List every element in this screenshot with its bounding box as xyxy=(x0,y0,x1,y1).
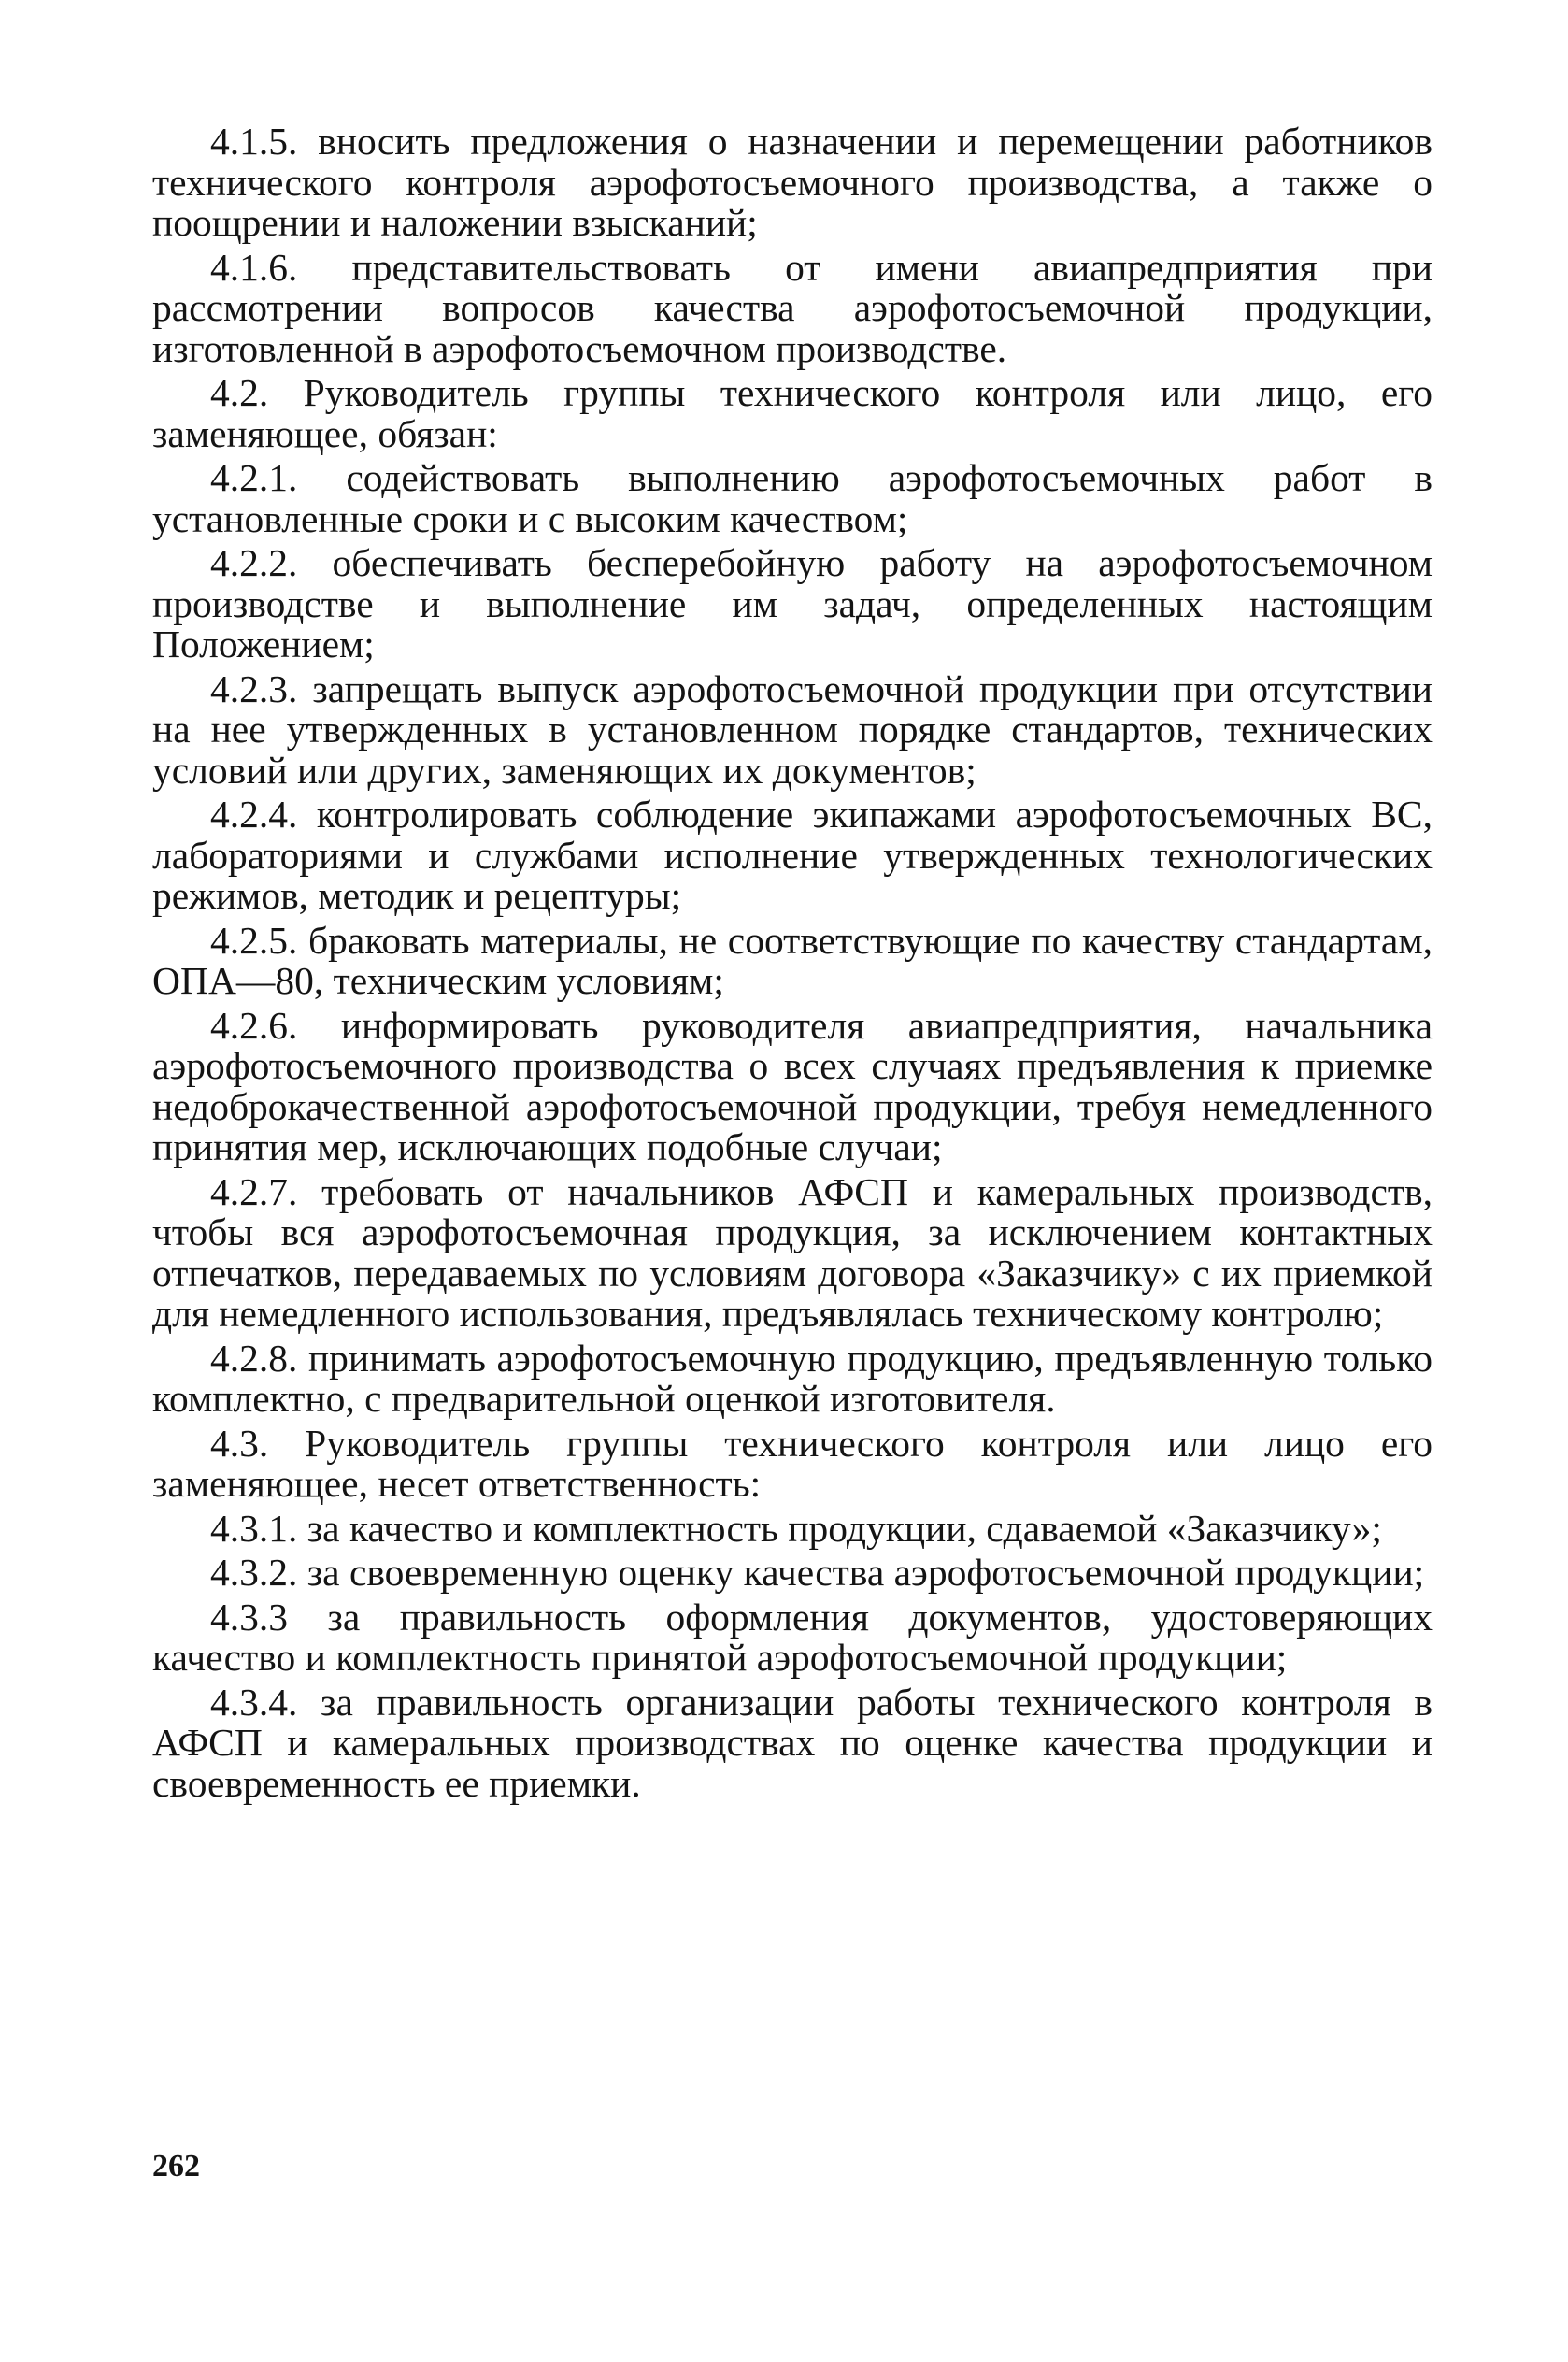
paragraph-4-2-3: 4.2.3. запрещать выпуск аэрофотосъемочной продукции при отсутствии на нее утвержденных в установленном порядке стандартов, технических условий или других, заменяющих их документов; xyxy=(152,666,1433,792)
paragraph-4-2-7: 4.2.7. требовать от начальников АФСП и камеральных производств, чтобы вся аэрофотосъемочная продукция, за исключением контактных отпечатков, передаваемых по условиям договора «Заказчику» с их приемкой для немедленного использования, предъявлялась техническому контролю; xyxy=(152,1169,1433,1335)
paragraph-4-2-8: 4.2.8. принимать аэрофотосъемочную продукцию, предъявленную только комплектно, с предварительной оценкой изготовителя. xyxy=(152,1336,1433,1420)
document-body xyxy=(152,122,1433,1808)
page-number: 262 xyxy=(152,2149,200,2183)
paragraph-4-2-6: 4.2.6. информировать руководителя авиапредприятия, начальника аэрофотосъемочного производства о всех случаях предъявления к приемке недоброкачественной аэрофотосъемочной продукции, требуя немедленного принятия мер, исключающих подобные случаи; xyxy=(152,1003,1433,1168)
paragraph-4-2-4: 4.2.4. контролировать соблюдение экипажами аэрофотосъемочных ВС, лабораториями и службами исполнение утвержденных технологических режимов, методик и рецептуры; xyxy=(152,793,1433,917)
paragraph-4-3: 4.3. Руководитель группы технического контроля или лицо его заменяющее, несет ответственность: xyxy=(152,1421,1433,1505)
paragraph-4-1-6: 4.1.6. представительствовать от имени авиапредприятия при рассмотрении вопросов качества аэрофотосъемочной продукции, изготовленной в аэрофотосъемочном производстве. xyxy=(152,245,1433,370)
paragraph-4-3-1: 4.3.1. за качество и комплектность продукции, сдаваемой «Заказчику»; xyxy=(210,1506,1382,1550)
paragraph-4-2-5: 4.2.5. браковать материалы, не соответствующие по качеству стандартам, ОПА—80, техническим условиям; xyxy=(152,918,1433,1002)
paragraph-4-3-3: 4.3.3 за правильность оформления документов, удостоверяющих качество и комплектность принятой аэрофотосъемочной продукции; xyxy=(152,1595,1433,1679)
paragraph-4-3-4: 4.3.4. за правильность организации работы технического контроля в АФСП и камеральных производствах по оценке качества продукции и своевременность ее приемки. xyxy=(152,1680,1433,1805)
paragraph-4-1-5: 4.1.5. вносить предложения о назначении и перемещении работников технического контроля аэрофотосъемочного производства, а также о поощрении и наложении взысканий; xyxy=(152,120,1433,244)
paragraph-4-3-2: 4.3.2. за своевременную оценку качества аэрофотосъемочной продукции; xyxy=(210,1551,1425,1594)
paragraph-4-2-2: 4.2.2. обеспечивать бесперебойную работу на аэрофотосъемочном производстве и выполнение им задач, определенных настоящим Положением; xyxy=(152,541,1433,666)
paragraph-4-2: 4.2. Руководитель группы технического контроля или лицо, его заменяющее, обязан: xyxy=(152,371,1433,455)
paragraph-4-2-1: 4.2.1. содействовать выполнению аэрофотосъемочных работ в установленные сроки и с высоким качеством; xyxy=(152,456,1433,540)
